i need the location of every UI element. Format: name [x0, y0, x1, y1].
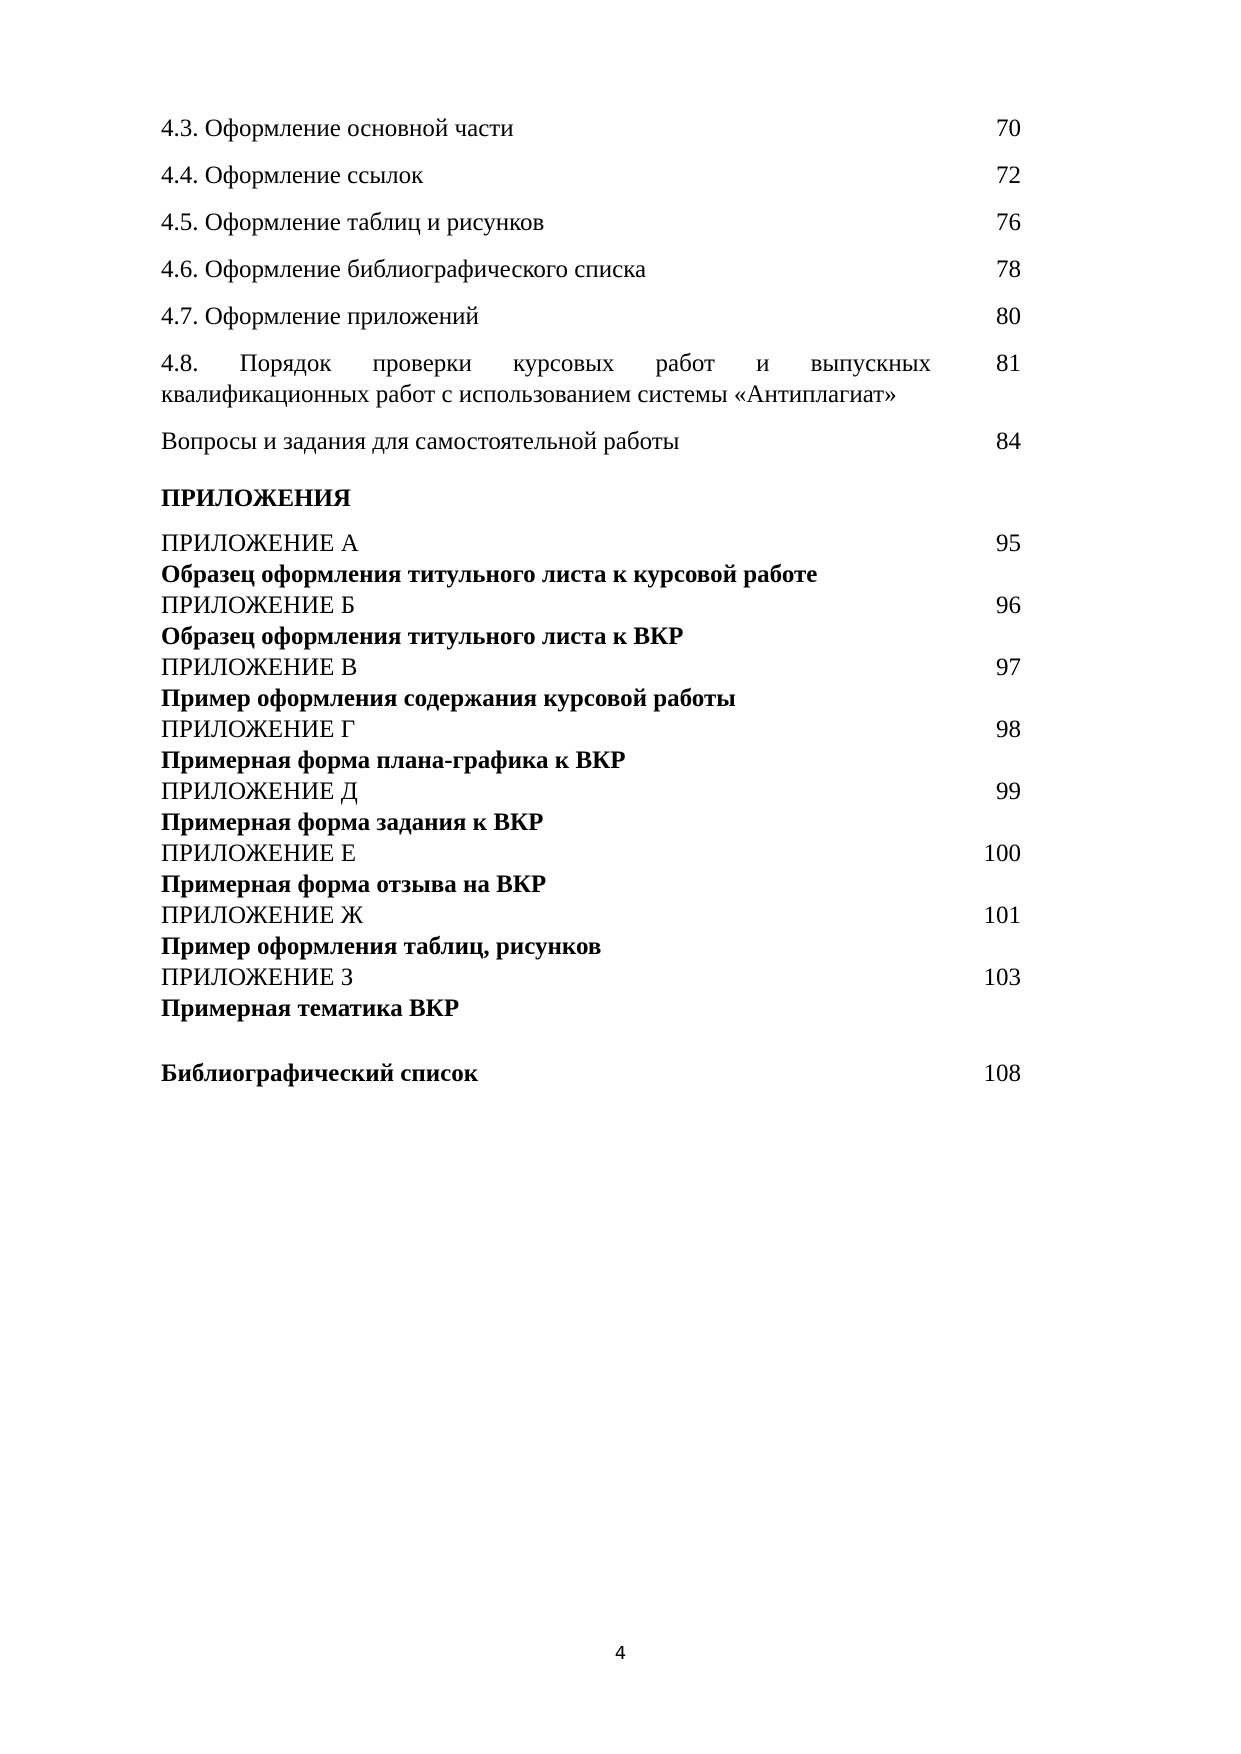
- toc-entry-title: 4.4. Оформление ссылок: [161, 162, 424, 189]
- appendix-page: 98: [996, 716, 1021, 743]
- appendix-entry: [161, 528, 1021, 590]
- appendix-subtitle: Примерная форма задания к ВКР: [161, 809, 544, 836]
- appendix-entry: [161, 838, 1021, 900]
- appendix-subtitle: Примерная форма плана-графика к ВКР: [161, 747, 626, 774]
- appendix-page: 97: [996, 654, 1021, 681]
- toc-entry-title: Вопросы и задания для самостоятельной работы: [161, 428, 680, 455]
- appendix-page: 99: [996, 778, 1021, 805]
- appendix-subtitle: Пример оформления таблиц, рисунков: [161, 933, 602, 960]
- appendix-entry: [161, 714, 1021, 776]
- appendix-label: ПРИЛОЖЕНИЕ Б: [161, 592, 356, 619]
- toc-entry-page: 72: [996, 162, 1021, 189]
- table-of-contents: [161, 113, 1021, 1089]
- toc-entry-title: 4.3. Оформление основной части: [161, 115, 514, 142]
- appendix-label: ПРИЛОЖЕНИЕ Г: [161, 716, 356, 743]
- appendix-subtitle: Пример оформления содержания курсовой работы: [161, 685, 736, 712]
- toc-entry-title: 4.5. Оформление таблиц и рисунков: [161, 209, 545, 236]
- toc-entry: [161, 426, 1021, 457]
- appendix-page: 95: [996, 530, 1021, 557]
- toc-entry-page: 80: [996, 303, 1021, 330]
- appendix-entry: [161, 900, 1021, 962]
- toc-entry-title: 4.8. Порядок проверки курсовых работ и выпускных квалификационных работ с использованием системы «Антиплагиат»: [161, 350, 931, 408]
- page-number: 4: [614, 1643, 627, 1664]
- toc-entry: [161, 160, 1021, 191]
- appendix-label: ПРИЛОЖЕНИЕ А: [161, 530, 359, 557]
- appendices-heading: ПРИЛОЖЕНИЯ: [161, 485, 351, 512]
- appendix-page: 101: [983, 902, 1021, 929]
- appendix-subtitle: Примерная форма отзыва на ВКР: [161, 871, 547, 898]
- toc-entry-title: 4.7. Оформление приложений: [161, 303, 479, 330]
- appendix-entry: [161, 590, 1021, 652]
- toc-entry-page: 78: [996, 256, 1021, 283]
- appendix-page: 103: [983, 964, 1021, 991]
- toc-entry: [161, 348, 1021, 410]
- toc-entry: [161, 254, 1021, 285]
- toc-entry: [161, 301, 1021, 332]
- appendix-entry: [161, 652, 1021, 714]
- appendix-label: ПРИЛОЖЕНИЕ Д: [161, 778, 358, 805]
- toc-entry-title: 4.6. Оформление библиографического списка: [161, 256, 647, 283]
- appendix-entry: [161, 776, 1021, 838]
- toc-entry: [161, 207, 1021, 238]
- toc-entry-page: 84: [996, 428, 1021, 455]
- appendix-subtitle: Примерная тематика ВКР: [161, 995, 460, 1022]
- toc-entry-page: 81: [996, 350, 1021, 377]
- appendix-label: ПРИЛОЖЕНИЕ В: [161, 654, 358, 681]
- bibliography-entry: [161, 1058, 1021, 1089]
- appendix-entry: [161, 962, 1021, 1024]
- appendix-label: ПРИЛОЖЕНИЕ Ж: [161, 902, 364, 929]
- appendix-label: ПРИЛОЖЕНИЕ З: [161, 964, 354, 991]
- appendix-label: ПРИЛОЖЕНИЕ Е: [161, 840, 356, 867]
- appendix-subtitle: Образец оформления титульного листа к курсовой работе: [161, 561, 818, 588]
- appendix-page: 96: [996, 592, 1021, 619]
- bibliography-page: 108: [983, 1060, 1021, 1087]
- appendix-page: 100: [983, 840, 1021, 867]
- appendix-subtitle: Образец оформления титульного листа к ВКР: [161, 623, 684, 650]
- toc-entry-page: 70: [996, 115, 1021, 142]
- bibliography-title: Библиографический список: [161, 1060, 479, 1087]
- toc-entry: [161, 113, 1021, 144]
- toc-entry-page: 76: [996, 209, 1021, 236]
